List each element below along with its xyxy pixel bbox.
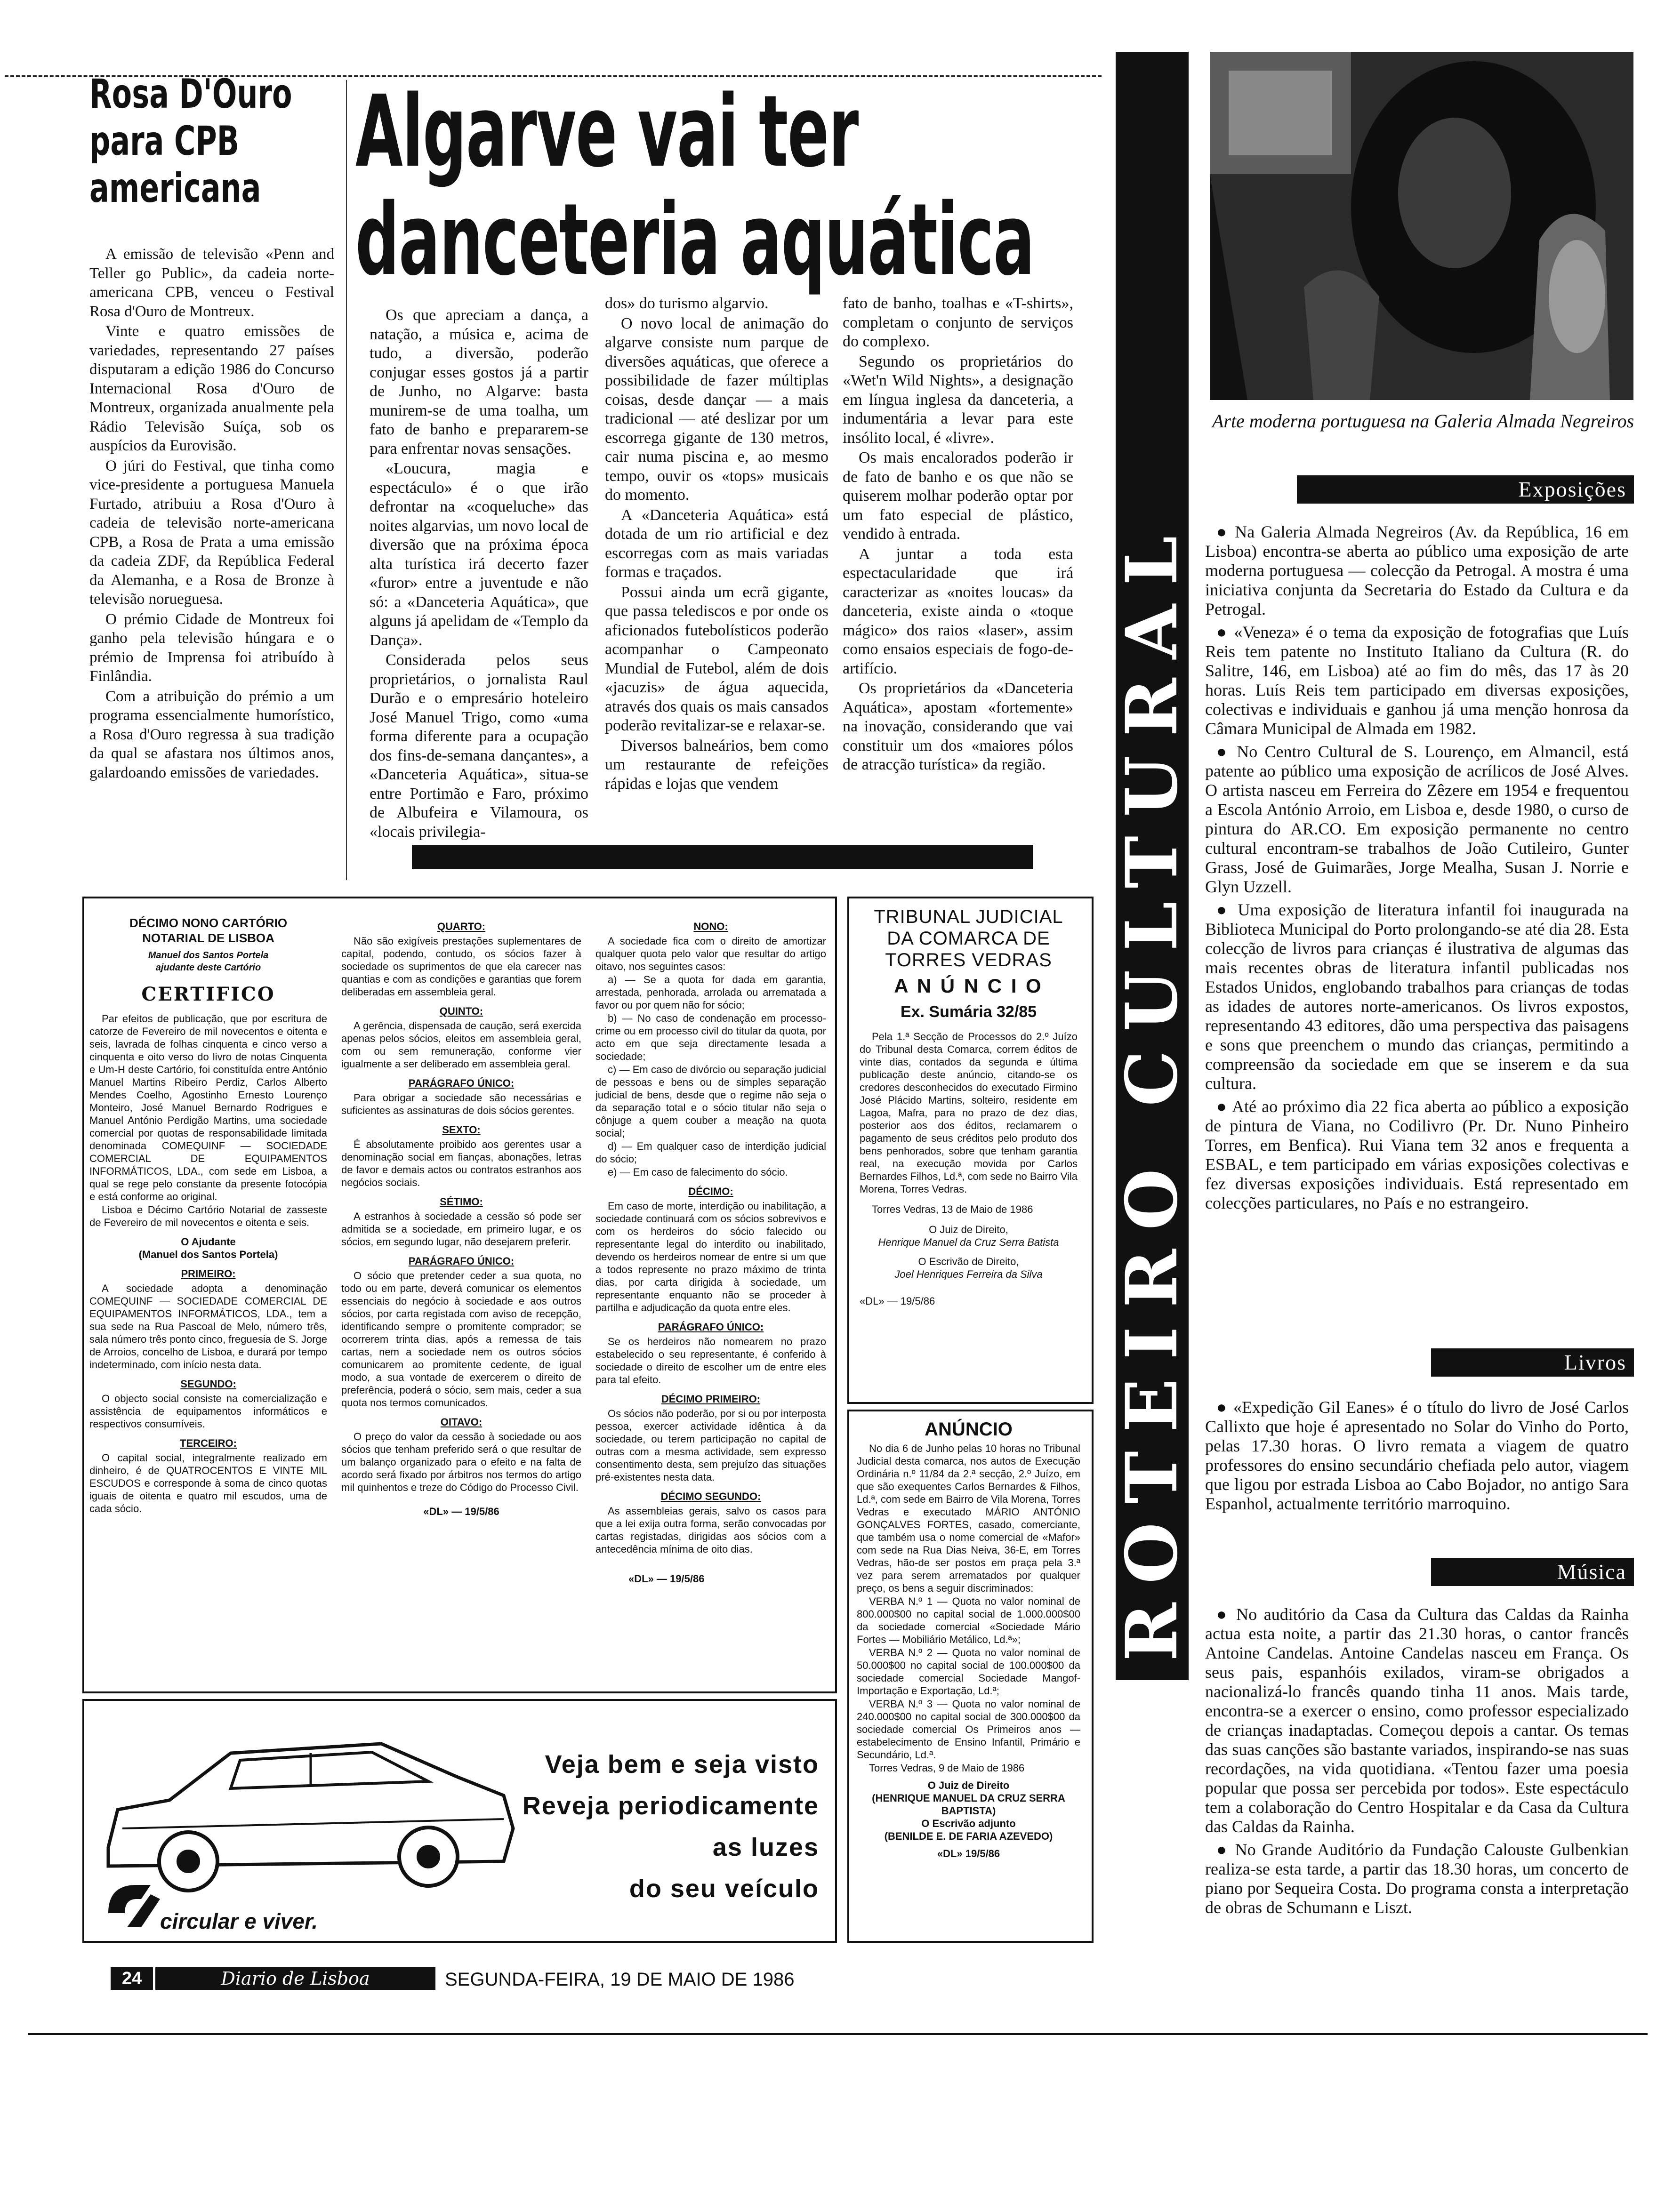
clause-heading: TERCEIRO: bbox=[180, 1437, 237, 1449]
signature-role: O Ajudante bbox=[181, 1236, 236, 1248]
signature-role: O Juiz de Direito bbox=[927, 1779, 1010, 1791]
vertical-title-text: ROTEIRO CULTURAL bbox=[1110, 517, 1193, 1661]
paragraph: No dia 6 de Junho pelas 10 horas no Tribunal Judicial desta comarca, nos autos de Execução Ordinária n.º 11/84 da 2.ª secção, 2.º Juízo, em que são exequentes Carlos Bernardes & Filhos, Ld.ª, com sede em Bairro de Vila Morena, Torres Vedras e executado MÁRIO ANTÓNIO GONÇALVES FORTES, casado, comerciante, que também usa o nome comercial de «Mafor» com sede na Rua Dias Neiva, 36-E, em Torres Vedras, hão-de ser postos em praça pela 3.ª vez para serem arrematados por qualquer preço, os bens a seguir discriminados: bbox=[857, 1443, 1080, 1594]
anuncio2-notice bbox=[857, 1417, 1080, 1860]
article-rosa bbox=[89, 71, 334, 781]
cartorio-title: NOTARIAL DE LISBOA bbox=[142, 931, 274, 945]
paragraph: «Loucura, magia e espectáculo» é o que irão defrontar na «coqueluche» das noites algarvias, um novo local de diversão que na próxima época alta turística irá decerto fazer «furor» entre a juventude e não só: a «Danceteria Aquática», que alguns já apelidam de «Templo da Dança». bbox=[370, 460, 588, 649]
list-item: c) — Em caso de divórcio ou separação judicial de pessoas e bens ou de simples separação judicial de bens, desde que o regime não seja o da separação total e o sócio titular não seja o cônjuge a quem couber a meação na quota social; bbox=[595, 1064, 826, 1139]
paragraph: A juntar a toda esta espectacularidade que irá caracterizar as «noites loucas» da danceteria, existe ainda o «toque mágico» dos raios «laser», assim como ensaios especiais de fogo-de-artifício. bbox=[843, 545, 1073, 677]
signature-name: Henrique Manuel da Cruz Serra Batista bbox=[878, 1236, 1059, 1248]
paragraph: Considerada pelos seus proprietários, o jornalista Raul Durão e o empresário hoteleiro José Manuel Trigo, como «uma forma diferente para a ocupação dos fins-de-semana dançantes», a «Danceteria Aquática», situa-se entre Portimão e Faro, próximo de Albufeira e Vilamoura, os «locais privilegia- bbox=[370, 651, 588, 841]
list-item: VERBA N.º 3 — Quota no valor nominal de 240.000$00 no capital social de 300.000$00 da sociedade comercial Os Primeiros anos — estabelecimento de Ensino Infantil, Primário e Secundário, Ld.ª. bbox=[857, 1698, 1080, 1761]
signature-name: (HENRIQUE MANUEL DA CRUZ SERRA BAPTISTA) bbox=[872, 1792, 1065, 1817]
signature-name: (Manuel dos Santos Portela) bbox=[138, 1249, 278, 1260]
circular-logo-icon bbox=[108, 1885, 160, 1927]
dl-mark: «DL» — 19/5/86 bbox=[860, 1295, 935, 1307]
tribunal-title-line: DA COMARCA DE bbox=[887, 928, 1050, 949]
list-item: ● No Grande Auditório da Fundação Calouste Gulbenkian realiza-se esta tarde, a partir das 18.30 horas, um concerto de piano por Sequeira Costa. Do programa consta a interpretação de obras de Schumann e Liszt. bbox=[1205, 1840, 1629, 1917]
issue-date: SEGUNDA-FEIRA, 19 DE MAIO DE 1986 bbox=[445, 1969, 795, 1990]
list-item: ● «Expedição Gil Eanes» é o título do livro de José Carlos Callixto que hoje é apresentado no Solar do Vinho do Porto, pelas 17.30 horas. O livro remata a viagem de quatro professores do ensino secundário chefiada pelo autor, viagem que ligou por estrada Lisboa ao Cabo Bojador, no antigo Sara Espanhol, actualmente território marroquino. bbox=[1205, 1398, 1629, 1513]
paragraph: O prémio Cidade de Montreux foi ganho pela televisão húngara e o prémio de Imprensa foi atribuído à Finlândia. bbox=[89, 610, 334, 685]
paragraph: A emissão de televisão «Penn and Teller go Public», da cadeia norte-americana CPB, venceu o Festival Rosa d'Ouro de Montreux. bbox=[89, 246, 334, 320]
tribunal-title-line: TORRES VEDRAS bbox=[885, 950, 1052, 970]
clause-heading: SEXTO: bbox=[442, 1124, 481, 1136]
bottom-rule bbox=[28, 2033, 1648, 2035]
algarve-col-1 bbox=[370, 306, 588, 842]
clause-heading: PARÁGRAFO ÚNICO: bbox=[408, 1255, 515, 1267]
paragraph: Os sócios não poderão, por si ou por interposta pessoa, exercer actividade idêntica à da sociedade, ou terem participação no capital de outras com a mesma actividade, sem expresso consentimento desta, sem prejuízo das situações pré-existentes nesta data. bbox=[595, 1408, 826, 1483]
dl-mark: «DL» — 19/5/86 bbox=[628, 1573, 705, 1585]
algarve-col-2 bbox=[605, 294, 828, 794]
paragraph: Segundo os proprietários do «Wet'n Wild Nights», a designação em língua inglesa da danceteria, a indumentária a levar para este insólito local, é «livre». bbox=[843, 353, 1073, 447]
paragraph: Lisboa e Décimo Cartório Notarial de zasseste de Fevereiro de mil novecentos e oitenta e seis. bbox=[89, 1204, 327, 1228]
signature-name: Joel Henriques Ferreira da Silva bbox=[894, 1268, 1043, 1280]
exposicoes-list bbox=[1205, 522, 1629, 1217]
signature-role: O Escrivão adjunto bbox=[921, 1818, 1016, 1829]
algarve-col-3 bbox=[843, 294, 1073, 776]
paragraph: O preço do valor da cessão à sociedade ou aos sócios que tenham preferido será o que resultar de um balanço organizado para o efeito e na falta de acordo será fixado por árbitros nos termos do artigo mil quinhentos e treze do Código do Processo Civil. bbox=[341, 1431, 581, 1493]
cartorio-col-3 bbox=[595, 920, 826, 1585]
rosa-body bbox=[89, 245, 334, 783]
cartorio-col-1 bbox=[89, 915, 327, 1515]
list-item: a) — Se a quota for dada em garantia, arrestada, penhorada, arrolada ou arrematada a favor ou por quem não for sócio; bbox=[595, 974, 826, 1011]
clause-heading: OITAVO: bbox=[440, 1416, 483, 1428]
signature-name: (BENILDE E. DE FARIA AZEVEDO) bbox=[884, 1830, 1053, 1842]
notice-date: Torres Vedras, 9 de Maio de 1986 bbox=[869, 1762, 1025, 1774]
algarve-headline bbox=[355, 74, 1085, 297]
paragraph: Para obrigar a sociedade são necessárias e suficientes as assinaturas de dois sócios gerentes. bbox=[341, 1092, 581, 1116]
clause-heading: PARÁGRAFO ÚNICO: bbox=[408, 1077, 515, 1089]
case-number: Ex. Sumária 32/85 bbox=[900, 1003, 1037, 1021]
list-item: ● Uma exposição de literatura infantil foi inaugurada na Biblioteca Municipal do Porto prolongando-se até dia 28. Esta colecção de livros para crianças é ilustrativa de algumas das mais recentes obras de literatura infantil publicadas nos Estados Unidos, englobando trabalhos para crianças de todas as idades de autores norte-americanos. Os livros expostos, representando 43 editores, dão uma perspectiva das paisagens e sons que preenchem o mundo das crianças, permitindo a compreensão da sociedade em que se inserem e da sua cultura. bbox=[1205, 900, 1629, 1093]
paragraph: A estranhos à sociedade a cessão só pode ser admitida se a sociedade, em primeiro lugar, e os sócios, em segundo lugar, não desejarem preferir. bbox=[341, 1210, 581, 1248]
roteiro-cultural-title bbox=[1110, 52, 1193, 1661]
page-number: 24 bbox=[111, 1967, 153, 1990]
ad-line: do seu veículo bbox=[629, 1875, 819, 1903]
artwork-image bbox=[1210, 52, 1633, 400]
paragraph: Os mais encalorados poderão ir de fato de banho e os que não se quiserem molhar poderão optar por um fato especial de plástico, vendido à entrada. bbox=[843, 449, 1073, 543]
list-item: VERBA N.º 1 — Quota no valor nominal de 800.000$00 no capital social de 1.000.000$00 da sociedade comercial «Sociedade Mário Fortes — Mobiliário Metálico, Ld.ª»; bbox=[857, 1595, 1080, 1645]
paragraph: O sócio que pretender ceder a sua quota, no todo ou em parte, deverá comunicar os elementos essenciais do negócio à sociedade e aos outros sócios, por carta registada com aviso de recepção, identificando sempre o promitente comprador; se ocorrerem trinta dias, após a remessa de tais cartas, nem a sociedade nem os outros sócios comunicarem ao promitente cedente, de igual modo, a sua vontade de exercerem o direito de preferência, poderá o sócio, sem mais, ceder a sua quota nos termos comunicados. bbox=[341, 1270, 581, 1409]
rosa-headline bbox=[89, 71, 333, 212]
paragraph: O júri do Festival, que tinha como vice-presidente a portuguesa Manuela Furtado, atribuiu a Rosa d'Ouro à cadeia de televisão norte-americana CPB, a Rosa de Prata a uma emissão da cadeia ZDF, da República Federal da Alemanha, e a Rosa de Bronze à televisão norueguesa. bbox=[89, 457, 334, 608]
cartorio-col-2 bbox=[341, 920, 581, 1518]
ad-line: Veja bem e seja visto bbox=[545, 1750, 819, 1779]
cartorio-header bbox=[89, 915, 327, 974]
clause-heading: QUARTO: bbox=[437, 921, 486, 932]
certifico-heading: CERTIFICO bbox=[141, 983, 275, 1005]
paragraph: A «Danceteria Aquática» está dotada de um rio artificial e dez escorregas com as mais variadas formas e traçados. bbox=[605, 506, 828, 581]
musica-list bbox=[1205, 1605, 1629, 1921]
list-item: ● No Centro Cultural de S. Lourenço, em Almancil, está patente ao público uma exposição de acrílicos de José Alves. O artista nasceu em Ferreira do Zêzere em 1954 e frequentou a Escola António Arroio, em Lisboa e, desde 1980, o curso de pintura do AR.CO. Em exposição permanente no centro cultural encontram-se trabalhos de João Cutileiro, Gunter Grass, José de Guimarães, Jorge Mealha, Susan J. Norrie e Glyn Uzzell. bbox=[1205, 742, 1629, 896]
algarve-headline-line: danceteria aquática bbox=[355, 182, 1034, 297]
list-item: d) — Em qualquer caso de interdição judicial do sócio; bbox=[595, 1140, 826, 1165]
rosa-headline-line: Rosa D'Ouro bbox=[89, 71, 292, 118]
ad-line: Reveja periodicamente as luzes bbox=[522, 1792, 819, 1861]
paragraph: A gerência, dispensada de caução, será exercida apenas pelos sócios, eleitos em assembleia geral, com ou sem remuneração, conforme vier igualmente a ser deliberado em assembleia geral. bbox=[341, 1020, 581, 1070]
list-item: ● «Veneza» é o tema da exposição de fotografias que Luís Reis tem patente no Instituto Italiano da Cultura (R. do Salitre, 146, em Lisboa) até ao fim do mês, das 17 às 20 horas. Luís Reis tem participado em diversas exposições, colectivas e individuais e ganhou já uma menção honrosa da Câmara Municipal de Almada em 1982. bbox=[1205, 623, 1629, 738]
notice-date: Torres Vedras, 13 de Maio de 1986 bbox=[872, 1203, 1033, 1215]
cartorio-subtitle: ajudante deste Cartório bbox=[155, 962, 261, 973]
paragraph: Não são exigíveis prestações suplementares de capital, podendo, contudo, os sócios fazer à sociedade os suprimentos de que ela carecer nas quantias e com as condições e garantias que forem deliberadas em assembleia geral. bbox=[341, 935, 581, 998]
paragraph: Com a atribuição do prémio a um programa essencialmente humorístico, a Rosa d'Ouro regressa à sua tradição da qual se afastara nos últimos anos, galardoando emissões de variedades. bbox=[89, 688, 334, 781]
tribunal-title-line: TRIBUNAL JUDICIAL bbox=[874, 906, 1063, 927]
list-item: ● Na Galeria Almada Negreiros (Av. da República, 16 em Lisboa) encontra-se aberta ao público uma exposição de arte moderna portuguesa — colecção da Petrogal. A mostra é uma iniciativa conjunta da Secretaria do Estado da Cultura e da Petrogal. bbox=[1205, 522, 1629, 618]
clause-heading: QUINTO: bbox=[439, 1005, 483, 1017]
rosa-headline-line: americana bbox=[89, 165, 261, 212]
clause-heading: DÉCIMO: bbox=[688, 1186, 733, 1197]
paragraph: O novo local de animação do algarve consiste num parque de diversões aquáticas, que oferece a possibilidade de fazer múltiplas coisas, desde dançar — a mais tradicional — até deslizar por um escorrega gigante de 130 metros, cair numa piscina e, ao mesmo tempo, ouvir os «tops» musicais do momento. bbox=[605, 314, 828, 504]
paragraph: Os proprietários da «Danceteria Aquática», apostam «fortemente» na inovação, considerando que vai constituir um dos «maiores pólos de atracção turística» da região. bbox=[843, 680, 1073, 773]
paragraph: A sociedade fica com o direito de amortizar qualquer quota pelo valor que resultar do artigo oitavo, nos seguintes casos: bbox=[595, 935, 826, 972]
dl-mark: «DL» — 19/5/86 bbox=[423, 1506, 499, 1517]
signature-role: O Escrivão de Direito, bbox=[918, 1256, 1019, 1267]
list-item: ● No auditório da Casa da Cultura das Caldas da Rainha actua esta noite, a partir das 21.30 horas, o cantor francês Antoine Candelas. Antoine Candelas nasceu em França. Os seus pais, espanhóis exilados, viram-se obrigados a nacionalizá-lo francês quando tinha 11 anos. Mais tarde, encontra-se a exercer o ensino, como professor especializado de crianças inadaptadas. Começou depois a cantar. Os temas das suas canções são bastante variados, inspirando-se nas suas recordações, na vida quotidiana. «Tentou fazer uma poesia popular que possa ser percebida por todos». Este espectáculo tem a colaboração do Centro Hospitalar e da Casa da Cultura das Caldas da Rainha. bbox=[1205, 1605, 1629, 1836]
clause-heading: DÉCIMO SEGUNDO: bbox=[660, 1491, 761, 1502]
rosa-headline-line: para CPB bbox=[89, 118, 240, 165]
clause-heading: PARÁGRAFO ÚNICO: bbox=[658, 1321, 764, 1333]
roteiro-cultural-band bbox=[1110, 52, 1193, 1680]
paragraph: fato de banho, toalhas e «T-shirts», completam o conjunto de serviços do complexo. bbox=[843, 295, 1073, 350]
photo-caption: Arte moderna portuguesa na Galeria Almada Negreiros bbox=[1212, 410, 1634, 432]
paragraph: Par efeitos de publicação, que por escritura de catorze de Fevereiro de mil novecentos e oitenta e seis, lavrada de folhas cinquenta e cinco verso a cinquenta e oito verso do livro de notas Cinquenta e Um-H deste Cartório, foi constituída entre António Manuel Martins Ribeiro Perdiz, Carlos Alberto Mendes Coelho, Agostinho Ernesto Lourenço Monteiro, José Manuel Bernardo Rodrigues e Manuel António Perdigão Martins, uma sociedade comercial por quotas de responsabilidade limitada denominada COMEQUINF — SOCIEDADE COMERCIAL DE EQUIPAMENTOS INFORMÁTICOS, LDA., com sede em Lisboa, a qual se rege pelo constante da presente fotocópia e está conforme ao original. bbox=[89, 1013, 327, 1202]
paragraph: A sociedade adopta a denominação COMEQUINF — SOCIEDADE COMERCIAL DE EQUIPAMENTOS INFORMÁTICOS, LDA., tem a sua sede na Rua Pascoal de Melo, número três, sala número três ponto cinco, freguesia de S. Jorge de Arroios, concelho de Lisboa, e durará por tempo indeterminado, com início nesta data. bbox=[89, 1282, 327, 1370]
livros-list bbox=[1205, 1398, 1629, 1517]
clause-heading: SEGUNDO: bbox=[180, 1378, 236, 1390]
paragraph: O objecto social consiste na comercialização e assistência de equipamentos informáticos e respectivos consumíveis. bbox=[89, 1393, 327, 1430]
section-heading-exposicoes: Exposições bbox=[1297, 475, 1634, 504]
clause-heading: PRIMEIRO: bbox=[181, 1268, 236, 1280]
newspaper-name: Diario de Lisboa bbox=[155, 1967, 435, 1990]
ad-slogan bbox=[490, 1744, 819, 1909]
paragraph: Pela 1.ª Secção de Processos do 2.º Juízo do Tribunal desta Comarca, correm éditos de vinte dias, contados da segunda e última publicação deste anúncio, citando-se os credores desconhecidos do executado Firmino José Plácido Martins, solteiro, residente em Lagoa, Mafra, para no prazo de dez dias, posterior aos dos éditos, reclamarem o pagamento de seus créditos pelo produto dos bens penhorados, sobre que tenham garantia real, na execução movida por Carlos Bernardes Filhos, Ld.ª, com sede no Bairro Vila Morena, Torres Vedras. bbox=[860, 1031, 1078, 1195]
paragraph: É absolutamente proibido aos gerentes usar a denominação social em fianças, abonações, letras de favor e demais actos ou contratos estranhos aos negócios sociais. bbox=[341, 1138, 581, 1188]
list-item: VERBA N.º 2 — Quota no valor nominal de 50.000$00 no capital social de 100.000$00 da sociedade comercial Sociedade Mangof-Importação e Exportação, Ld.ª; bbox=[857, 1647, 1080, 1697]
anuncio-heading: A N Ú N C I O bbox=[894, 975, 1043, 997]
algarve-headline-line: Algarve vai ter bbox=[355, 74, 859, 189]
paragraph: Vinte e quatro emissões de variedades, representando 27 países disputaram a edição 1986 do Concurso Internacional Rosa d'Ouro de Montreux, organizada anualmente pela Rádio Televisão Suíça, sob os auspícios da Eurovisão. bbox=[89, 323, 334, 454]
list-item: e) — Em caso de falecimento do sócio. bbox=[608, 1166, 788, 1178]
tribunal-body bbox=[857, 1030, 1080, 1307]
paragraph: O capital social, integralmente realizado em dinheiro, é de QUATROCENTOS E VINTE MIL ESCUDOS e corresponde à soma de cinco quotas iguais de oitenta e quatro mil escudos, uma de cada sócio. bbox=[89, 1452, 327, 1515]
tribunal-notice bbox=[857, 906, 1080, 1307]
tribunal-title bbox=[857, 906, 1080, 971]
anuncio-heading: ANÚNCIO bbox=[925, 1419, 1013, 1440]
paragraph: As assembleias gerais, salvo os casos para que a lei exija outra forma, serão convocadas por cartas registadas, dirigidas aos sócios com a antecedência mínima de oito dias. bbox=[595, 1505, 826, 1555]
cartorio-title: DÉCIMO NONO CARTÓRIO bbox=[129, 916, 288, 930]
dl-mark: «DL» 19/5/86 bbox=[937, 1848, 1000, 1859]
clause-heading: DÉCIMO PRIMEIRO: bbox=[661, 1393, 761, 1405]
paragraph: Se os herdeiros não nomearem no prazo estabelecido o seu representante, é conferido à sociedade o direito de escolher um de entre eles para tal efeito. bbox=[595, 1336, 826, 1386]
paragraph: Em caso de morte, interdição ou inabilitação, a sociedade continuará com os sócios sobrevivos e com os herdeiros do sócio falecido ou representante legal do interdito ou inabilitado, devendo os herdeiros nomear de entre si um que a todos represente no prazo máximo de trinta dias, por carta dirigida à sociedade, um representante enquanto não se proceder à partilha e adjudicação da quota entre eles. bbox=[595, 1200, 826, 1314]
paragraph: dos» do turismo algarvio. bbox=[605, 295, 769, 312]
gallery-photo bbox=[1210, 52, 1633, 400]
paragraph: Possui ainda um ecrã gigante, que passa telediscos e por onde os aficionados futebolísticos poderão acompanhar o Campeonato Mundial de Futebol, além de dois «jacuzis» de água aquecida, através dos quais os mais cansados poderão revitalizar-se e relaxar-se. bbox=[605, 583, 828, 734]
paragraph: Diversos balneários, bem como um restaurante de refeições rápidas e lojas que vendem bbox=[605, 737, 828, 793]
section-heading-livros: Livros bbox=[1431, 1348, 1634, 1377]
list-item: ● Até ao próximo dia 22 fica aberta ao público a exposição de pintura de Viana, no Codilivro (Pr. Dr. Nuno Pinheiro Torres, em Benfica). Rui Viana tem 32 anos e frequenta a ESBAL, e tem participado em várias exposições colectivas e fez diversas exposições individuais. Está representado em colecções particulares, no País e no estrangeiro. bbox=[1205, 1097, 1629, 1212]
list-item: b) — No caso de condenação em processo-crime ou em processo civil do titular da quota, por acto em que seja directamente lesada a sociedade; bbox=[595, 1012, 826, 1062]
paragraph: Os que apreciam a dança, a natação, a música e, acima de tudo, a diversão, poderão conjugar esses gostos já a partir de Junho, no Algarve: basta munirem-se de uma toalha, um fato de banho e prepararem-se para enfrentar novas sensações. bbox=[370, 306, 588, 457]
black-bar bbox=[412, 845, 1033, 869]
clause-heading: SÉTIMO: bbox=[440, 1196, 483, 1208]
signature-role: O Juiz de Direito, bbox=[929, 1224, 1008, 1235]
article-algarve bbox=[355, 74, 1090, 297]
cartorio-subtitle: Manuel dos Santos Portela bbox=[148, 950, 269, 961]
ad-brand: circular e viver. bbox=[160, 1909, 318, 1933]
clause-heading: NONO: bbox=[693, 921, 728, 932]
car-illustration bbox=[89, 1706, 523, 1932]
section-heading-musica: Música bbox=[1431, 1558, 1634, 1586]
column-rule bbox=[346, 80, 347, 880]
